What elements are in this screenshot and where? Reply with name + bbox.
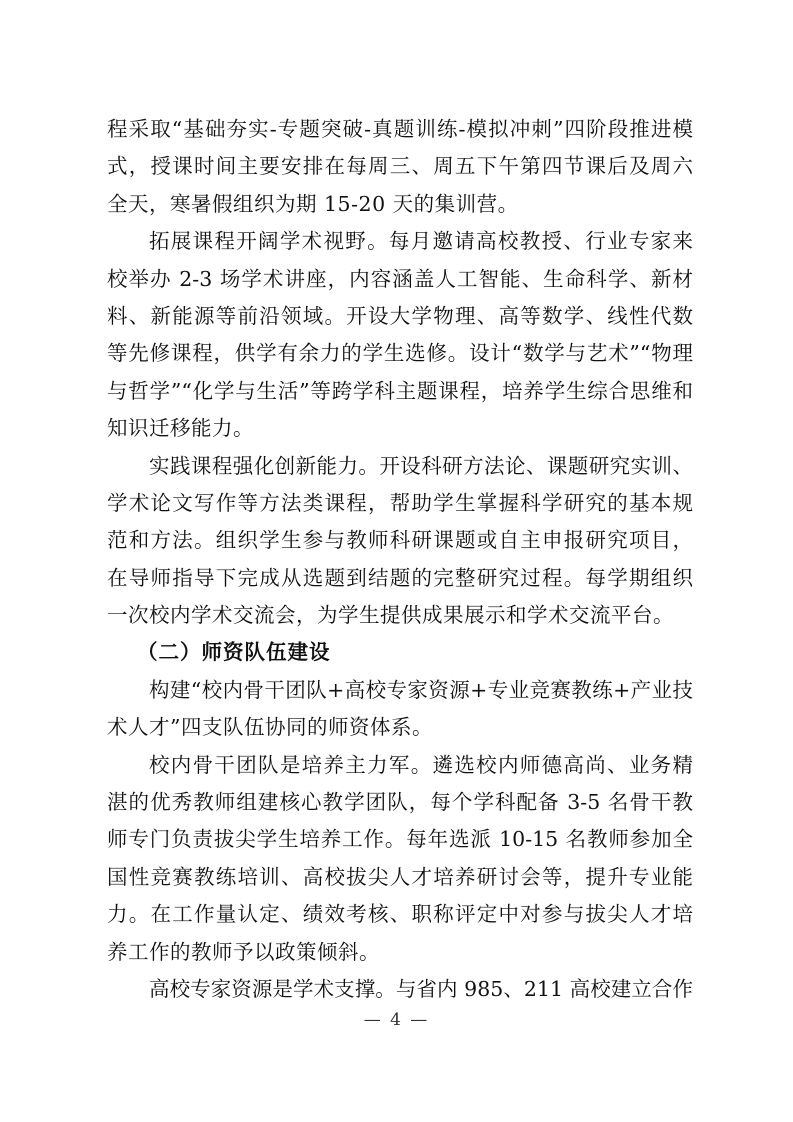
text-line: 高校专家资源是学术支撑。与省内 985、211 高校建立合作 <box>149 976 693 1001</box>
text-line: 拓展课程开阔学术视野。每月邀请高校教授、行业专家来 <box>149 229 693 254</box>
paragraph <box>107 448 693 635</box>
text-line: （二）师资队伍建设 <box>137 640 331 665</box>
text-line: 等先修课程，供学有余力的学生选修。设计“数学与艺术”“物理 <box>107 341 693 366</box>
text-line: 湛的优秀教师组建核心教学团队，每个学科配备 3-5 名骨干教 <box>107 790 693 815</box>
paragraph <box>107 111 693 223</box>
paragraph <box>107 223 693 447</box>
text-line: 校举办 2-3 场学术讲座，内容涵盖人工智能、生命科学、新材 <box>107 266 693 291</box>
text-line: 实践课程强化创新能力。开设科研方法论、课题研究实训、 <box>149 453 693 478</box>
text-line: 程采取“基础夯实-专题突破-真题训练-模拟冲刺”四阶段推进模 <box>107 117 693 141</box>
text-line: 力。在工作量认定、绩效考核、职称评定中对参与拔尖人才培 <box>107 902 693 927</box>
paragraph <box>107 747 693 971</box>
text-line: 师专门负责拔尖学生培养工作。每年选派 10-15 名教师参加全 <box>107 827 693 852</box>
text-line: 范和方法。组织学生参与教师科研课题或自主申报研究项目， <box>107 528 693 553</box>
body-text <box>107 111 693 1008</box>
text-line: 全天，寒暑假组织为期 15-20 天的集训营。 <box>107 191 519 216</box>
text-line: 术人才”四支队伍协同的师资体系。 <box>107 715 433 740</box>
text-line: 在导师指导下完成从选题到结题的完整研究过程。每学期组织 <box>107 565 693 590</box>
section-heading <box>107 634 693 671</box>
text-line: 知识迁移能力。 <box>107 416 254 441</box>
text-line: 与哲学”“化学与生活”等跨学科主题课程，培养学生综合思维和 <box>107 378 693 403</box>
text-line: 构建“校内骨干团队+高校专家资源+专业竞赛教练+产业技 <box>149 677 693 702</box>
page-number: — 4 — <box>363 1010 430 1030</box>
text-line: 式，授课时间主要安排在每周三、周五下午第四节课后及周六 <box>107 154 693 179</box>
text-line: 一次校内学术交流会，为学生提供成果展示和学术交流平台。 <box>107 603 674 628</box>
text-line: 校内骨干团队是培养主力军。遴选校内师德高尚、业务精 <box>149 752 693 777</box>
text-line: 养工作的教师予以政策倾斜。 <box>107 939 380 964</box>
paragraph <box>107 971 693 1008</box>
text-line: 国性竞赛教练培训、高校拔尖人才培养研讨会等，提升专业能 <box>107 864 693 889</box>
paragraph <box>107 672 693 747</box>
text-line: 学术论文写作等方法类课程，帮助学生掌握科学研究的基本规 <box>107 490 693 515</box>
text-line: 料、新能源等前沿领域。开设大学物理、高等数学、线性代数 <box>107 303 693 328</box>
